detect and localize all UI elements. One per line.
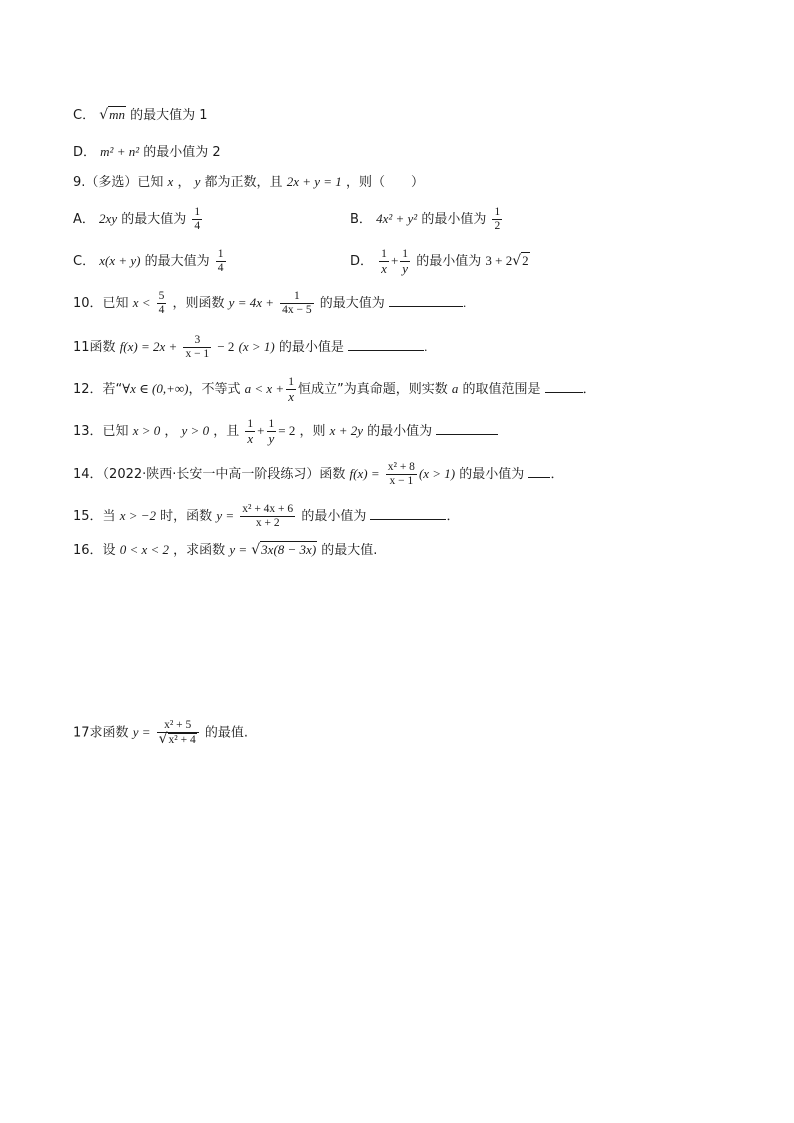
option-label: C． (73, 108, 96, 123)
math-expression: x > −2 (119, 508, 157, 523)
fraction: $\frac{1}{2}$ (494, 206, 501, 232)
question-text: ，求函数 (173, 543, 226, 558)
math-expression: ∀x ∈ (0,+∞) (122, 381, 189, 396)
question-9-option-d: D． $\frac{1}{x}$ + $\frac{1}{y}$ 的最小值为 3 + 2√2 (350, 248, 529, 276)
math-expression: x < (132, 295, 151, 310)
question-text: ， (177, 175, 191, 190)
math-var: y (194, 174, 201, 189)
option-text: 的最大值为 (121, 212, 187, 227)
question-14 (73, 461, 563, 488)
sqrt-expression: √3x(8 − 3x) (251, 542, 317, 558)
question-text: 的最小值是 (278, 340, 344, 355)
math-expression: y = (229, 542, 248, 557)
question-text: 的最大值. (321, 543, 378, 558)
math-expression: x > 0 (132, 423, 161, 438)
question-15 (73, 503, 459, 530)
question-text: 都为正数，且 (204, 175, 283, 190)
question-text: 10．已知 (73, 296, 129, 311)
question-text: . (424, 339, 428, 354)
math-expression: 2xy (99, 211, 118, 226)
fraction: $\frac{\text{x² + 5}}{\text{√x² + 4}}$ (157, 719, 199, 747)
math-expression: 3 + 2 (485, 253, 513, 268)
sqrt-expression: √mn (99, 107, 126, 123)
answer-blank[interactable] (389, 294, 463, 307)
question-text: 的取值范围是 (462, 382, 541, 397)
answer-blank[interactable] (528, 465, 550, 478)
fraction: $\frac{1}{x}$ (247, 418, 254, 446)
math-expression: 0 < x < 2 (119, 542, 170, 557)
question-text: ，不等式 (188, 382, 241, 397)
question-text: 恒成立”为真命题，则实数 (297, 382, 448, 397)
math-expression: − 2 (217, 339, 235, 354)
question-text: ，且 (213, 424, 240, 439)
math-expression: f(x) = (349, 466, 380, 481)
math-expression: x + 2y (329, 423, 363, 438)
question-text: ，则函数 (172, 296, 225, 311)
option-text: 的最小值为 (421, 212, 487, 227)
option-text: 的最小值为 2 (143, 145, 221, 160)
sqrt-expression: √2 (512, 253, 529, 269)
answer-blank[interactable] (436, 422, 498, 435)
question-text: 16．设 (73, 543, 116, 558)
question-10 (73, 290, 466, 317)
option-label: D． (350, 254, 374, 269)
question-text: 的最值. (204, 725, 249, 741)
fraction: $\frac{1}{4}$ (194, 206, 201, 232)
fraction: $\frac{1}{y}$ (268, 418, 275, 446)
option-text: 的最大值为 1 (130, 108, 208, 123)
option-label: C． (73, 254, 96, 269)
fraction: $\frac{\text{x² + 4x + 6}}{x + 2}$ (242, 503, 294, 529)
question-text: 15．当 (73, 509, 116, 524)
fraction: $\frac{\text{x² + 8}}{x - 1}$ (387, 461, 415, 487)
question-17 (73, 719, 248, 747)
math-expression: y = (216, 508, 235, 523)
option-label: A． (73, 212, 95, 227)
question-9-option-a (73, 206, 204, 233)
math-var: a (451, 381, 459, 396)
math-expression: m² + n² (100, 144, 140, 159)
fraction: $\frac{1}{4}$ (217, 248, 224, 274)
question-text: 9.（多选）已知 (73, 175, 164, 190)
math-expression: y > 0 (181, 423, 210, 438)
math-expression: y = (132, 724, 151, 740)
fraction: $\frac{3}{x - 1}$ (185, 334, 210, 360)
question-text: 12．若“ (73, 382, 123, 397)
question-text: ． (582, 382, 596, 397)
math-expression: y = 4x + (228, 295, 275, 310)
question-12 (73, 376, 596, 403)
question-text: . (462, 295, 467, 310)
question-text: 17求函数 (73, 725, 129, 741)
fraction: $\frac{1}{4x - 5}$ (282, 290, 312, 316)
question-13: 13．已知 x > 0 ， y > 0 ，且 $\frac{1}{x}$ + $\frac{1}{y}$ = 2 ，则 x + 2y 的最小值为 (73, 418, 498, 445)
question-text: ，则 (299, 424, 326, 439)
question-11 (73, 334, 427, 361)
question-text: ，则（ ） (345, 175, 424, 190)
option-text: 的最大值为 (144, 254, 210, 269)
question-text: ． (550, 467, 564, 482)
question-text: ， (164, 424, 178, 439)
question-text: 14．（2022·陕西·长安一中高一阶段练习）函数 (73, 467, 346, 482)
question-9-stem (73, 173, 424, 192)
math-expression: (x > 1) (418, 466, 456, 481)
option-label: B． (350, 212, 372, 227)
math-expression: f(x) = 2x + (119, 339, 178, 354)
math-expression: x(x + y) (99, 253, 141, 268)
fraction: $\frac{1}{y}$ (402, 248, 409, 276)
question-text: 11函数 (73, 340, 116, 355)
math-expression: 4x² + y² (376, 211, 418, 226)
fraction: $\frac{1}{x}$ (288, 376, 294, 404)
option-d-prev (73, 143, 221, 162)
math-expression: a < x + (244, 381, 285, 396)
question-text: 时，函数 (160, 509, 213, 524)
math-expression: (x > 1) (238, 339, 275, 354)
option-text: 的最小值为 (416, 254, 482, 269)
math-expression: = 2 (278, 423, 296, 438)
fraction: $\frac{1}{x}$ (381, 248, 387, 276)
fraction: $\frac{5}{4}$ (158, 290, 165, 316)
question-text: 的最小值为 (459, 467, 525, 482)
question-text: 的最小值为 (301, 509, 367, 524)
math-expression: 2x + y = 1 (286, 174, 342, 189)
question-9-option-c (73, 248, 228, 275)
math-var: x (167, 174, 174, 189)
question-text: 13．已知 (73, 424, 129, 439)
question-text: 的最大值为 (319, 296, 385, 311)
question-text: ． (446, 509, 460, 524)
question-text: 的最小值为 (367, 424, 433, 439)
question-16 (73, 541, 377, 560)
option-label: D． (73, 145, 97, 160)
answer-blank[interactable] (545, 380, 583, 393)
option-c-prev (73, 106, 208, 125)
question-9-option-b (350, 206, 504, 233)
answer-blank[interactable] (370, 507, 446, 520)
answer-blank[interactable] (348, 338, 424, 351)
